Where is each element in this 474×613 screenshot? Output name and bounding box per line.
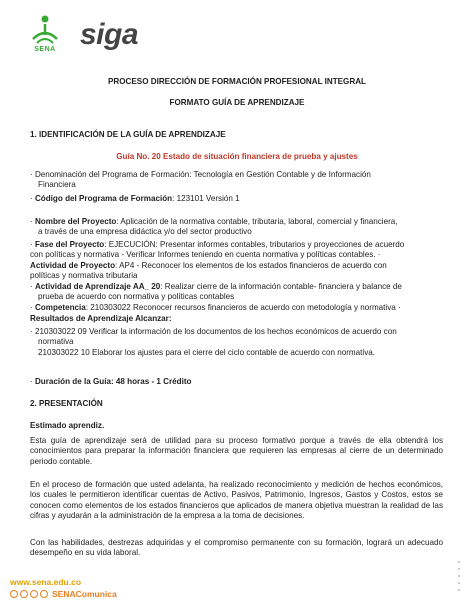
- sena-logo-icon: [30, 15, 60, 47]
- phase-value-line1: : EJECUCIÓN: Presentar informes contables, tributarios y proyecciones de acuerdo: [104, 240, 405, 249]
- sena-logo-label: SENA: [34, 46, 56, 53]
- greeting: Estimado aprendiz.: [30, 421, 105, 430]
- activity-label: Actividad de Proyecto: [30, 261, 116, 270]
- learning-activity: · Actividad de Aprendizaje AA_ 20: Realizar cierre de la información contable- financiera y balance de: [30, 282, 402, 291]
- guide-title: Guía No. 20 Estado de situación financiera de prueba y ajustes: [116, 152, 358, 161]
- competency-value: : 210303022 Reconocer recursos financieros de acuerdo con metodología y normativa ·: [85, 303, 401, 312]
- result1-line1: · 210303022 09 Verificar la información de los documentos de los hechos económicos de acuerdo con: [30, 327, 397, 336]
- project-name: · Nombre del Proyecto: Aplicación de la normativa contable, tributaria, laboral, comercial y financiera,: [30, 217, 398, 226]
- program-code: · Código del Programa de Formación: 123101 Versión 1: [30, 194, 240, 203]
- dot: [458, 561, 460, 563]
- social-network-icon[interactable]: [30, 590, 38, 598]
- decorative-dots: [458, 561, 460, 591]
- social-network-icon[interactable]: [20, 590, 28, 598]
- program-name-line2: Financiera: [38, 180, 76, 189]
- result2: 210303022 10 Elaborar los ajustes para el cierre del ciclo contable de acuerdo con normativa.: [38, 348, 375, 357]
- project-activity: [30, 261, 387, 271]
- program-name-line1: · Denominación del Programa de Formación: Tecnología en Gestión Contable y de Información: [30, 170, 371, 179]
- presentation-para2: En el proceso de formación que usted adelanta, ha realizado reconocimiento y medición de hechos económicos, los cuales le permitieron identificar cuentas de Activo, Pasivos, Patrimonio, Ingresos, Gastos y Costos, estos se conocen como elementos de los estados financieros que aplicados de manera objetiva muestran la realidad de las cifras y ayudarán a la administración de la empresa a la toma de decisiones.: [30, 480, 443, 520]
- header-logos: [28, 10, 138, 60]
- program-code-value: : 123101 Versión 1: [172, 194, 240, 203]
- competency-label: Competencia: [34, 303, 86, 312]
- project-label: Nombre del Proyecto: [34, 217, 117, 226]
- dot: [458, 568, 460, 570]
- footer-handle[interactable]: SENAComunica: [52, 589, 117, 599]
- results-label: Resultados de Aprendizaje Alcanzar:: [30, 314, 172, 323]
- program-code-label: Código del Programa de Formación: [34, 194, 173, 203]
- phase-value-line2: con políticas y normativa - Verificar Informes teniendo en cuenta normativa y políticas contables. ·: [30, 250, 381, 259]
- learning-activity-label: Actividad de Aprendizaje AA_ 20: [34, 282, 161, 291]
- dot: [458, 582, 460, 584]
- activity-value-line2: políticas y normativa tributaria: [30, 271, 138, 280]
- project-value-line2: a través de una empresa didáctica y/o del sector productivo: [38, 227, 252, 236]
- section1-heading: 1. IDENTIFICACIÓN DE LA GUÍA DE APRENDIZAJE: [30, 130, 226, 139]
- doc-title-line1: PROCESO DIRECCIÓN DE FORMACIÓN PROFESIONAL INTEGRAL: [108, 77, 366, 86]
- doc-title-line2: FORMATO GUÍA DE APRENDIZAJE: [169, 98, 305, 107]
- dot: [458, 575, 460, 577]
- activity-value-line1: : AP4 - Reconocer los elementos de los estados financieros de acuerdo con: [115, 261, 387, 270]
- section2-heading: 2. PRESENTACIÓN: [30, 399, 103, 408]
- competency: · Competencia: 210303022 Reconocer recursos financieros de acuerdo con metodología y normativa ·: [30, 303, 401, 312]
- social-network-icon[interactable]: [10, 590, 18, 598]
- duration: · Duración de la Guía: 48 horas - 1 Crédito: [30, 377, 192, 386]
- phase-label: Fase del Proyecto: [34, 240, 105, 249]
- project-phase: · Fase del Proyecto: EJECUCIÓN: Presentar informes contables, tributarios y proyecciones de acuerdo: [30, 240, 405, 249]
- result1-line2: normativa: [38, 337, 74, 346]
- sena-logo: [28, 15, 62, 55]
- presentation-para1: Esta guía de aprendizaje será de utilidad para su proceso formativo porque a través de ella obtendrá los conocimientos para preparar la información financiera que requieren las empresas al cierre de un determinado periodo contable.: [30, 436, 443, 466]
- social-network-icon[interactable]: [40, 590, 48, 598]
- footer-social: [10, 589, 117, 599]
- project-value-line1: : Aplicación de la normativa contable, tributaria, laboral, comercial y financiera,: [116, 217, 398, 226]
- siga-logo: siga: [80, 18, 139, 51]
- footer: [10, 577, 117, 599]
- presentation-para3: Con las habilidades, destrezas adquiridas y el compromiso permanente con su formación, logrará un adecuado desempeño en su vida laboral.: [30, 538, 443, 558]
- footer-url[interactable]: www.sena.edu.co: [10, 577, 82, 587]
- learning-activity-value-line1: : Realizar cierre de la información contable- financiera y balance de: [160, 282, 402, 291]
- dot: [458, 589, 460, 591]
- learning-activity-value-line2: prueba de acuerdo con normativa y políticas contables: [38, 292, 235, 301]
- duration-label: Duración de la Guía: 48 horas - 1 Crédito: [34, 377, 192, 386]
